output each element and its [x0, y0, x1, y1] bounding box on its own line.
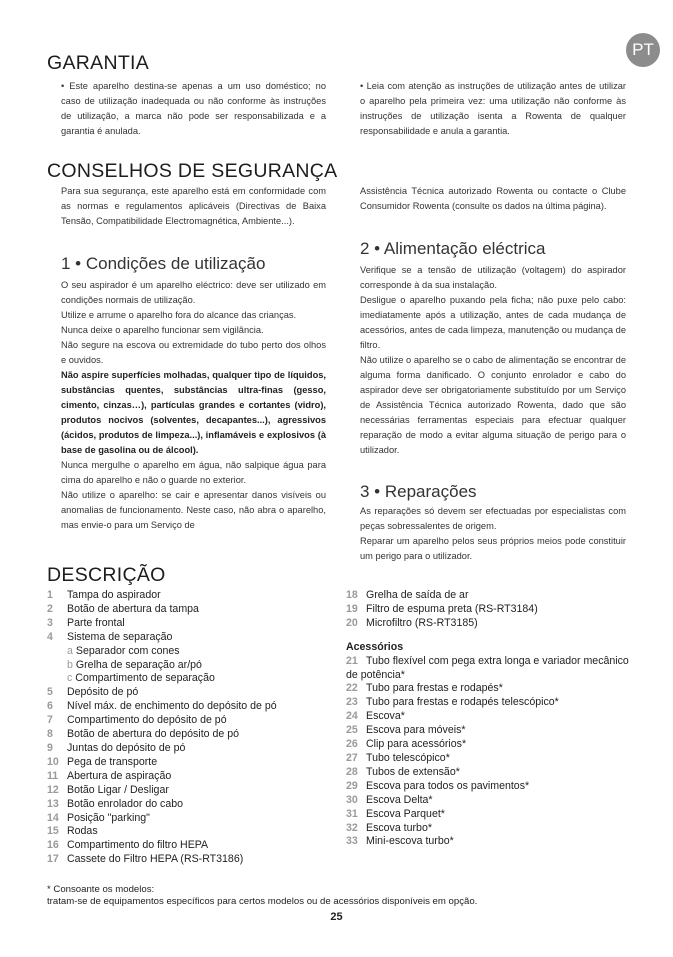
descricao-left-list [47, 589, 337, 867]
item-label: Posição "parking" [67, 811, 150, 824]
list-item [346, 835, 636, 849]
list-item [47, 589, 337, 603]
item-label: Juntas do depósito de pó [67, 741, 186, 754]
item-number: 18 [346, 589, 358, 601]
garantia-title: GARANTIA [47, 52, 150, 74]
item-number: 3 [47, 616, 53, 629]
item-label: Grelha de saída de ar [366, 589, 469, 601]
list-item [346, 724, 636, 738]
garantia-right-paragraph: • Leia com atenção as instruções de utilização antes de utilizar o aparelho pela primeira vez: uma utilização não conforme às instruções de utilização isenta a Rowenta de qualquer responsabilidade e anula a garantia. [360, 81, 626, 136]
list-item [47, 784, 337, 798]
condicoes-warning-bold: Não aspire superfícies molhadas, qualquer tipo de líquidos, substâncias quentes, substâncias ultra-finas (gesso, cimento, cinzas…), partículas grandes e cortantes (vidro), produtos nocivos (solventes, decapantes...), agressivos (ácidos, produtos de limpeza...), inflamáveis e explosivos (à base de gasolina ou de álcool). [61, 370, 326, 455]
item-number: 31 [346, 807, 358, 820]
item-label: Botão Ligar / Desligar [67, 783, 169, 796]
item-label: Botão enrolador do cabo [67, 797, 184, 810]
footnote-line-2: tratam-se de equipamentos específicos para certos modelos ou de acessórios disponíveis em opção. [47, 895, 478, 907]
alimentacao-title: 2 • Alimentação eléctrica [360, 239, 546, 258]
item-label: Botão de abertura do depósito de pó [67, 728, 239, 741]
seguranca-intro [61, 184, 326, 229]
condicoes-p2: Utilize e arrume o aparelho fora do alcance das crianças. [61, 310, 297, 320]
list-item [346, 710, 636, 724]
garantia-left-text [61, 79, 326, 139]
item-number: 9 [47, 741, 53, 754]
item-number: 12 [47, 783, 59, 796]
footnote-line-1: * Consoante os modelos: [47, 884, 155, 895]
sub-item-letter: b [67, 658, 73, 671]
item-number: 4 [47, 630, 53, 643]
sub-item-letter: a [67, 644, 73, 657]
item-label: Botão de abertura da tampa [67, 602, 199, 615]
item-number: 8 [47, 728, 53, 741]
list-item [346, 780, 636, 794]
list-item [47, 631, 337, 645]
condicoes-title: 1 • Condições de utilização [61, 254, 266, 273]
item-label: Escova turbo* [366, 821, 432, 834]
item-label: Filtro de espuma preta (RS-RT3184) [366, 602, 538, 615]
reparacoes-p2: Reparar um aparelho pelos seus próprios meios pode constituir um perigo para o utilizador. [360, 536, 626, 561]
sub-item-label: Grelha de separação ar/pó [75, 658, 202, 671]
alimentacao-text [360, 263, 626, 458]
list-item [47, 812, 337, 826]
item-label: Escova Delta* [366, 793, 433, 806]
item-label: Escova para móveis* [366, 724, 466, 737]
list-item [47, 700, 337, 714]
sub-item-label: Separador com cones [75, 644, 180, 657]
item-label: Parte frontal [67, 616, 125, 629]
condicoes-p1: O seu aspirador é um aparelho eléctrico: deve ser utilizado em condições normais de utilização. [61, 280, 326, 305]
reparacoes-text [360, 504, 626, 564]
item-number: 7 [47, 714, 53, 727]
acessorios-heading: Acessórios [346, 640, 404, 653]
condicoes-text [61, 278, 326, 533]
seguranca-title: CONSELHOS DE SEGURANÇA [47, 160, 338, 182]
item-number: 27 [346, 751, 358, 764]
list-item [47, 714, 337, 728]
item-number: 1 [47, 589, 53, 601]
item-number: 22 [346, 682, 358, 695]
item-label: Tampa do aspirador [67, 589, 161, 601]
alimentacao-p2: Desligue o aparelho puxando pela ficha; não puxe pelo cabo: imediatamente após a utilização, antes de cada mudança de acessórios, antes de cada limpeza, manutenção ou mudança de filtro. [360, 295, 626, 350]
list-item [346, 696, 636, 710]
item-number: 20 [346, 616, 358, 629]
list-item [47, 756, 337, 770]
item-number: 19 [346, 602, 358, 615]
item-number: 5 [47, 686, 53, 699]
item-label: Nível máx. de enchimento do depósito de pó [67, 700, 277, 713]
item-label: Abertura de aspiração [67, 769, 172, 782]
item-number: 30 [346, 793, 358, 806]
alimentacao-p1: Verifique se a tensão de utilização (voltagem) do aspirador corresponde à da sua instalação. [360, 265, 626, 290]
list-item [47, 686, 337, 700]
list-item [346, 589, 636, 603]
condicoes-p4: Não segure na escova ou extremidade do tubo perto dos olhos e ouvidos. [61, 340, 326, 365]
seguranca-right-cont-paragraph: Assistência Técnica autorizado Rowenta ou contacte o Clube Consumidor Rowenta (consulte os dados na última página). [360, 186, 626, 211]
sub-item-label: Compartimento de separação [75, 672, 215, 685]
condicoes-p5: Nunca mergulhe o aparelho em água, não salpique água para cima do aparelho e não o guarde no exterior. [61, 460, 326, 485]
item-label: Sistema de separação [67, 630, 173, 643]
item-number: 14 [47, 811, 59, 824]
list-item [346, 617, 636, 631]
item-number: 29 [346, 779, 358, 792]
item-number: 28 [346, 765, 358, 778]
item-label: Tubo para frestas e rodapés* [366, 682, 503, 695]
item-number: 21 [346, 654, 358, 667]
sub-item-letter: c [67, 672, 73, 685]
list-item [346, 738, 636, 752]
item-number: 24 [346, 710, 358, 723]
item-number: 23 [346, 696, 358, 709]
item-number: 11 [47, 769, 59, 782]
list-item [47, 798, 337, 812]
seguranca-right-continuation [360, 184, 626, 214]
item-number: 16 [47, 839, 59, 852]
reparacoes-p1: As reparações só devem ser efectuadas por especialistas com peças sobressalentes de origem. [360, 506, 626, 531]
item-number: 32 [346, 821, 358, 834]
item-label: Tubo para frestas e rodapés telescópico* [366, 696, 559, 709]
list-item [346, 603, 636, 617]
list-item [346, 682, 636, 696]
item-label: Mini-escova turbo* [366, 835, 454, 848]
list-item [346, 822, 636, 836]
item-label: Escova para todos os pavimentos* [366, 779, 530, 792]
item-label: Pega de transporte [67, 755, 158, 768]
seguranca-intro-paragraph: Para sua segurança, este aparelho está em conformidade com as normas e regulamentos aplicáveis (Directivas de Baixa Tensão, Compatibilidade Electromagnética, Ambiente...). [61, 186, 326, 226]
list-item [47, 603, 337, 617]
list-item [47, 742, 337, 756]
list-item [346, 808, 636, 822]
item-number: 17 [47, 853, 59, 866]
item-number: 15 [47, 825, 59, 838]
descricao-title: DESCRIÇÃO [47, 564, 166, 586]
list-item [346, 794, 636, 808]
item-number: 10 [47, 755, 59, 768]
list-item [47, 770, 337, 784]
item-number: 33 [346, 835, 358, 848]
list-item [47, 825, 337, 839]
item-label: Compartimento do depósito de pó [67, 714, 227, 727]
item-label: Escova Parquet* [366, 807, 445, 820]
item-label: Depósito de pó [67, 686, 139, 699]
language-badge: PT [626, 33, 660, 67]
item-label: Escova* [366, 710, 405, 723]
condicoes-p6: Não utilize o aparelho: se cair e apresentar danos visíveis ou anomalias de funcionamento. Neste caso, não abra o aparelho, mas envie-o para um Serviço de [61, 490, 326, 530]
item-label: Tubos de extensão* [366, 765, 460, 778]
list-item [346, 752, 636, 766]
list-item [47, 728, 337, 742]
list-item [47, 617, 337, 631]
item-label: Tubo telescópico* [366, 751, 450, 764]
item-label: Microfiltro (RS-RT3185) [366, 616, 478, 629]
reparacoes-title: 3 • Reparações [360, 482, 477, 501]
item-number: 6 [47, 700, 53, 713]
garantia-left-paragraph: • Este aparelho destina-se apenas a um uso doméstico; no caso de utilização inadequada ou não conforme às instruções de utilização, a marca não pode ser responsabilizada e a garantia é anulada. [61, 81, 326, 136]
footnote [47, 884, 477, 907]
sub-list-item [47, 659, 337, 673]
item-label: Compartimento do filtro HEPA [67, 839, 209, 852]
list-item [346, 655, 636, 683]
item-number: 25 [346, 724, 358, 737]
item-label: Tubo flexível com pega extra longa e variador mecânico de potência* [346, 654, 629, 681]
item-label: Clip para acessórios* [366, 738, 467, 751]
item-label: Rodas [67, 825, 98, 838]
list-item [47, 839, 337, 853]
item-label: Cassete do Filtro HEPA (RS-RT3186) [67, 853, 244, 866]
item-number: 2 [47, 602, 53, 615]
item-number: 13 [47, 797, 59, 810]
alimentacao-p3: Não utilize o aparelho se o cabo de alimentação se encontrar de alguma forma danificado. O conjunto enrolador e cabo do aspirador deve ser obrigatoriamente substituído por um Serviço de Assistência Técnica autorizado Rowenta, dado que são necessárias ferramentas especiais para efectuar qualquer reparação de modo a evitar alguma situação de perigo para o utilizador. [360, 355, 626, 455]
garantia-right-text [360, 79, 626, 139]
sub-list-item [47, 672, 337, 686]
condicoes-p3: Nunca deixe o aparelho funcionar sem vigilância. [61, 325, 264, 335]
list-item [346, 766, 636, 780]
sub-list-item [47, 645, 337, 659]
condicoes-warning [61, 368, 326, 458]
item-number: 26 [346, 738, 358, 751]
page-number: 25 [330, 911, 343, 923]
descricao-right-list [346, 589, 636, 849]
list-item [47, 853, 337, 867]
